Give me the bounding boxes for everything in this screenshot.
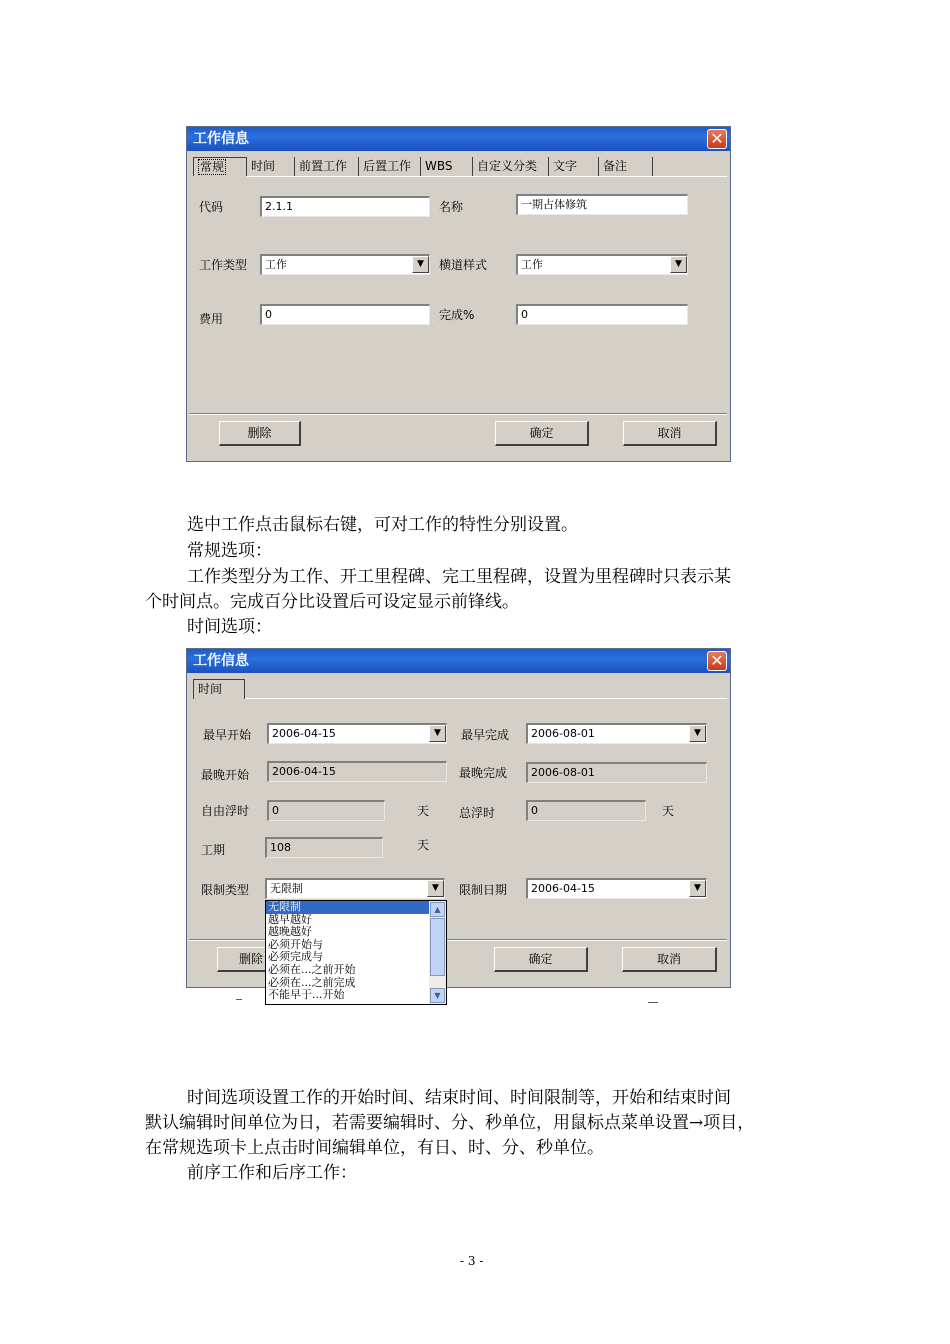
tab-general[interactable]: 常规 bbox=[193, 157, 247, 176]
work-info-dialog-time bbox=[186, 648, 731, 1002]
paragraph-line: 选中工作点击鼠标右键，可对工作的特性分别设置。 bbox=[187, 515, 578, 535]
tab-time[interactable]: 时间 bbox=[247, 157, 295, 176]
cancel-button[interactable]: 取消 bbox=[623, 421, 717, 446]
constraint-type-dropdown[interactable] bbox=[265, 900, 447, 1005]
constraint-date-value: 2006-04-15 bbox=[531, 882, 595, 895]
page-number: - 3 - bbox=[460, 1254, 484, 1268]
paragraph-line: 常规选项： bbox=[187, 541, 272, 561]
tab-successors[interactable]: 后置工作 bbox=[359, 157, 421, 176]
total-float-label: 总浮时 bbox=[459, 806, 496, 820]
complete-percent-label: 完成% bbox=[439, 308, 475, 322]
work-type-value: 工作 bbox=[265, 258, 287, 271]
tab-time[interactable]: 时间 bbox=[193, 679, 245, 699]
dialog-title: 工作信息 bbox=[193, 653, 249, 669]
constraint-date-label: 限制日期 bbox=[459, 883, 508, 897]
bar-style-value: 工作 bbox=[521, 258, 543, 271]
chevron-down-icon[interactable]: ▼ bbox=[689, 880, 706, 897]
tab-notes[interactable]: 备注 bbox=[599, 157, 653, 176]
total-float-unit: 天 bbox=[662, 804, 675, 818]
early-finish-select[interactable] bbox=[526, 723, 707, 744]
early-start-label: 最早开始 bbox=[203, 728, 252, 742]
dropdown-option[interactable]: 必须开始与 bbox=[268, 937, 323, 951]
bar-style-label: 横道样式 bbox=[439, 258, 488, 272]
decorative-mark bbox=[648, 1002, 658, 1003]
cost-label: 费用 bbox=[199, 312, 224, 326]
tab-text[interactable]: 文字 bbox=[549, 157, 599, 176]
free-float-field: 0 bbox=[267, 800, 385, 821]
work-info-dialog-general bbox=[186, 126, 731, 462]
dialog-title-bar bbox=[187, 127, 730, 151]
tab-custom-category[interactable]: 自定义分类 bbox=[473, 157, 549, 176]
chevron-up-icon[interactable]: ▲ bbox=[430, 902, 445, 917]
early-start-select[interactable] bbox=[267, 723, 447, 744]
paragraph-line: 默认编辑时间单位为日，若需要编辑时、分、秒单位，用鼠标点菜单设置→项目， bbox=[145, 1113, 755, 1133]
work-type-select[interactable] bbox=[260, 254, 430, 275]
dropdown-option[interactable]: 必须在...之前开始 bbox=[268, 962, 356, 976]
early-start-value: 2006-04-15 bbox=[272, 727, 336, 740]
paragraph-line: 在常规选项卡上点击时间编辑单位，有日、时、分、秒单位。 bbox=[145, 1138, 604, 1158]
late-finish-field: 2006-08-01 bbox=[526, 762, 707, 783]
tab-predecessors[interactable]: 前置工作 bbox=[295, 157, 359, 176]
delete-button[interactable] bbox=[217, 947, 267, 972]
delete-button[interactable]: 删除 bbox=[219, 421, 301, 446]
name-label: 名称 bbox=[439, 200, 464, 214]
dropdown-options bbox=[266, 901, 429, 1002]
constraint-date-select[interactable] bbox=[526, 878, 707, 899]
free-float-label: 自由浮时 bbox=[201, 804, 250, 818]
close-icon[interactable]: ✕ bbox=[707, 129, 727, 149]
duration-field: 108 bbox=[265, 837, 383, 858]
dropdown-option[interactable]: 无限制 bbox=[266, 901, 429, 914]
scrollbar-thumb[interactable] bbox=[430, 918, 445, 976]
paragraph-line: 前序工作和后序工作： bbox=[187, 1163, 357, 1183]
dropdown-option[interactable]: 越早越好 bbox=[268, 912, 312, 926]
close-icon[interactable]: ✕ bbox=[707, 651, 727, 671]
chevron-down-icon[interactable]: ▼ bbox=[689, 725, 706, 742]
tab-panel-border bbox=[247, 176, 727, 177]
early-finish-label: 最早完成 bbox=[461, 728, 510, 742]
dropdown-option[interactable]: 不能早于...开始 bbox=[268, 988, 345, 1002]
code-input[interactable]: 2.1.1 bbox=[260, 196, 430, 217]
free-float-unit: 天 bbox=[417, 804, 430, 818]
early-finish-value: 2006-08-01 bbox=[531, 727, 595, 740]
ok-button[interactable]: 确定 bbox=[495, 421, 589, 446]
dialog-title-bar bbox=[187, 649, 730, 673]
duration-unit: 天 bbox=[417, 838, 430, 852]
paragraph-line: 时间选项： bbox=[187, 617, 272, 637]
chevron-down-icon[interactable]: ▼ bbox=[429, 725, 446, 742]
paragraph-line: 时间选项设置工作的开始时间、结束时间、时间限制等，开始和结束时间 bbox=[187, 1088, 731, 1108]
decorative-mark bbox=[236, 999, 242, 1000]
duration-label: 工期 bbox=[201, 843, 226, 857]
cancel-button[interactable]: 取消 bbox=[622, 947, 717, 972]
code-label: 代码 bbox=[199, 200, 224, 214]
tab-wbs[interactable]: WBS bbox=[421, 157, 473, 176]
chevron-down-icon[interactable]: ▼ bbox=[670, 256, 687, 273]
dropdown-option[interactable]: 必须完成与 bbox=[268, 950, 323, 964]
name-input[interactable]: 一期占体修筑 bbox=[516, 194, 688, 215]
dropdown-option[interactable]: 必须在...之前完成 bbox=[268, 975, 356, 989]
dialog-title: 工作信息 bbox=[193, 131, 249, 147]
chevron-down-icon[interactable]: ▼ bbox=[412, 256, 429, 273]
tab-panel-border bbox=[245, 698, 727, 699]
cost-input[interactable]: 0 bbox=[260, 304, 430, 325]
dropdown-option[interactable]: 越晚越好 bbox=[268, 925, 312, 939]
delete-button-label: 删除 bbox=[238, 952, 263, 966]
paragraph-line: 个时间点。完成百分比设置后可设定显示前锋线。 bbox=[145, 592, 519, 612]
bar-style-select[interactable] bbox=[516, 254, 688, 275]
paragraph-line: 工作类型分为工作、开工里程碑、完工里程碑，设置为里程碑时只表示某 bbox=[187, 567, 731, 587]
chevron-down-icon[interactable]: ▼ bbox=[430, 988, 445, 1003]
button-separator bbox=[189, 413, 727, 415]
dropdown-scrollbar[interactable] bbox=[429, 901, 446, 1004]
constraint-type-select[interactable] bbox=[265, 878, 445, 899]
late-finish-label: 最晚完成 bbox=[459, 766, 508, 780]
constraint-type-label: 限制类型 bbox=[201, 883, 250, 897]
total-float-field: 0 bbox=[526, 800, 646, 821]
constraint-type-value: 无限制 bbox=[270, 882, 303, 895]
late-start-label: 最晚开始 bbox=[201, 768, 250, 782]
chevron-down-icon[interactable]: ▼ bbox=[427, 880, 444, 897]
late-start-field: 2006-04-15 bbox=[267, 761, 447, 782]
work-type-label: 工作类型 bbox=[199, 258, 248, 272]
complete-percent-input[interactable]: 0 bbox=[516, 304, 688, 325]
ok-button[interactable]: 确定 bbox=[494, 947, 588, 972]
